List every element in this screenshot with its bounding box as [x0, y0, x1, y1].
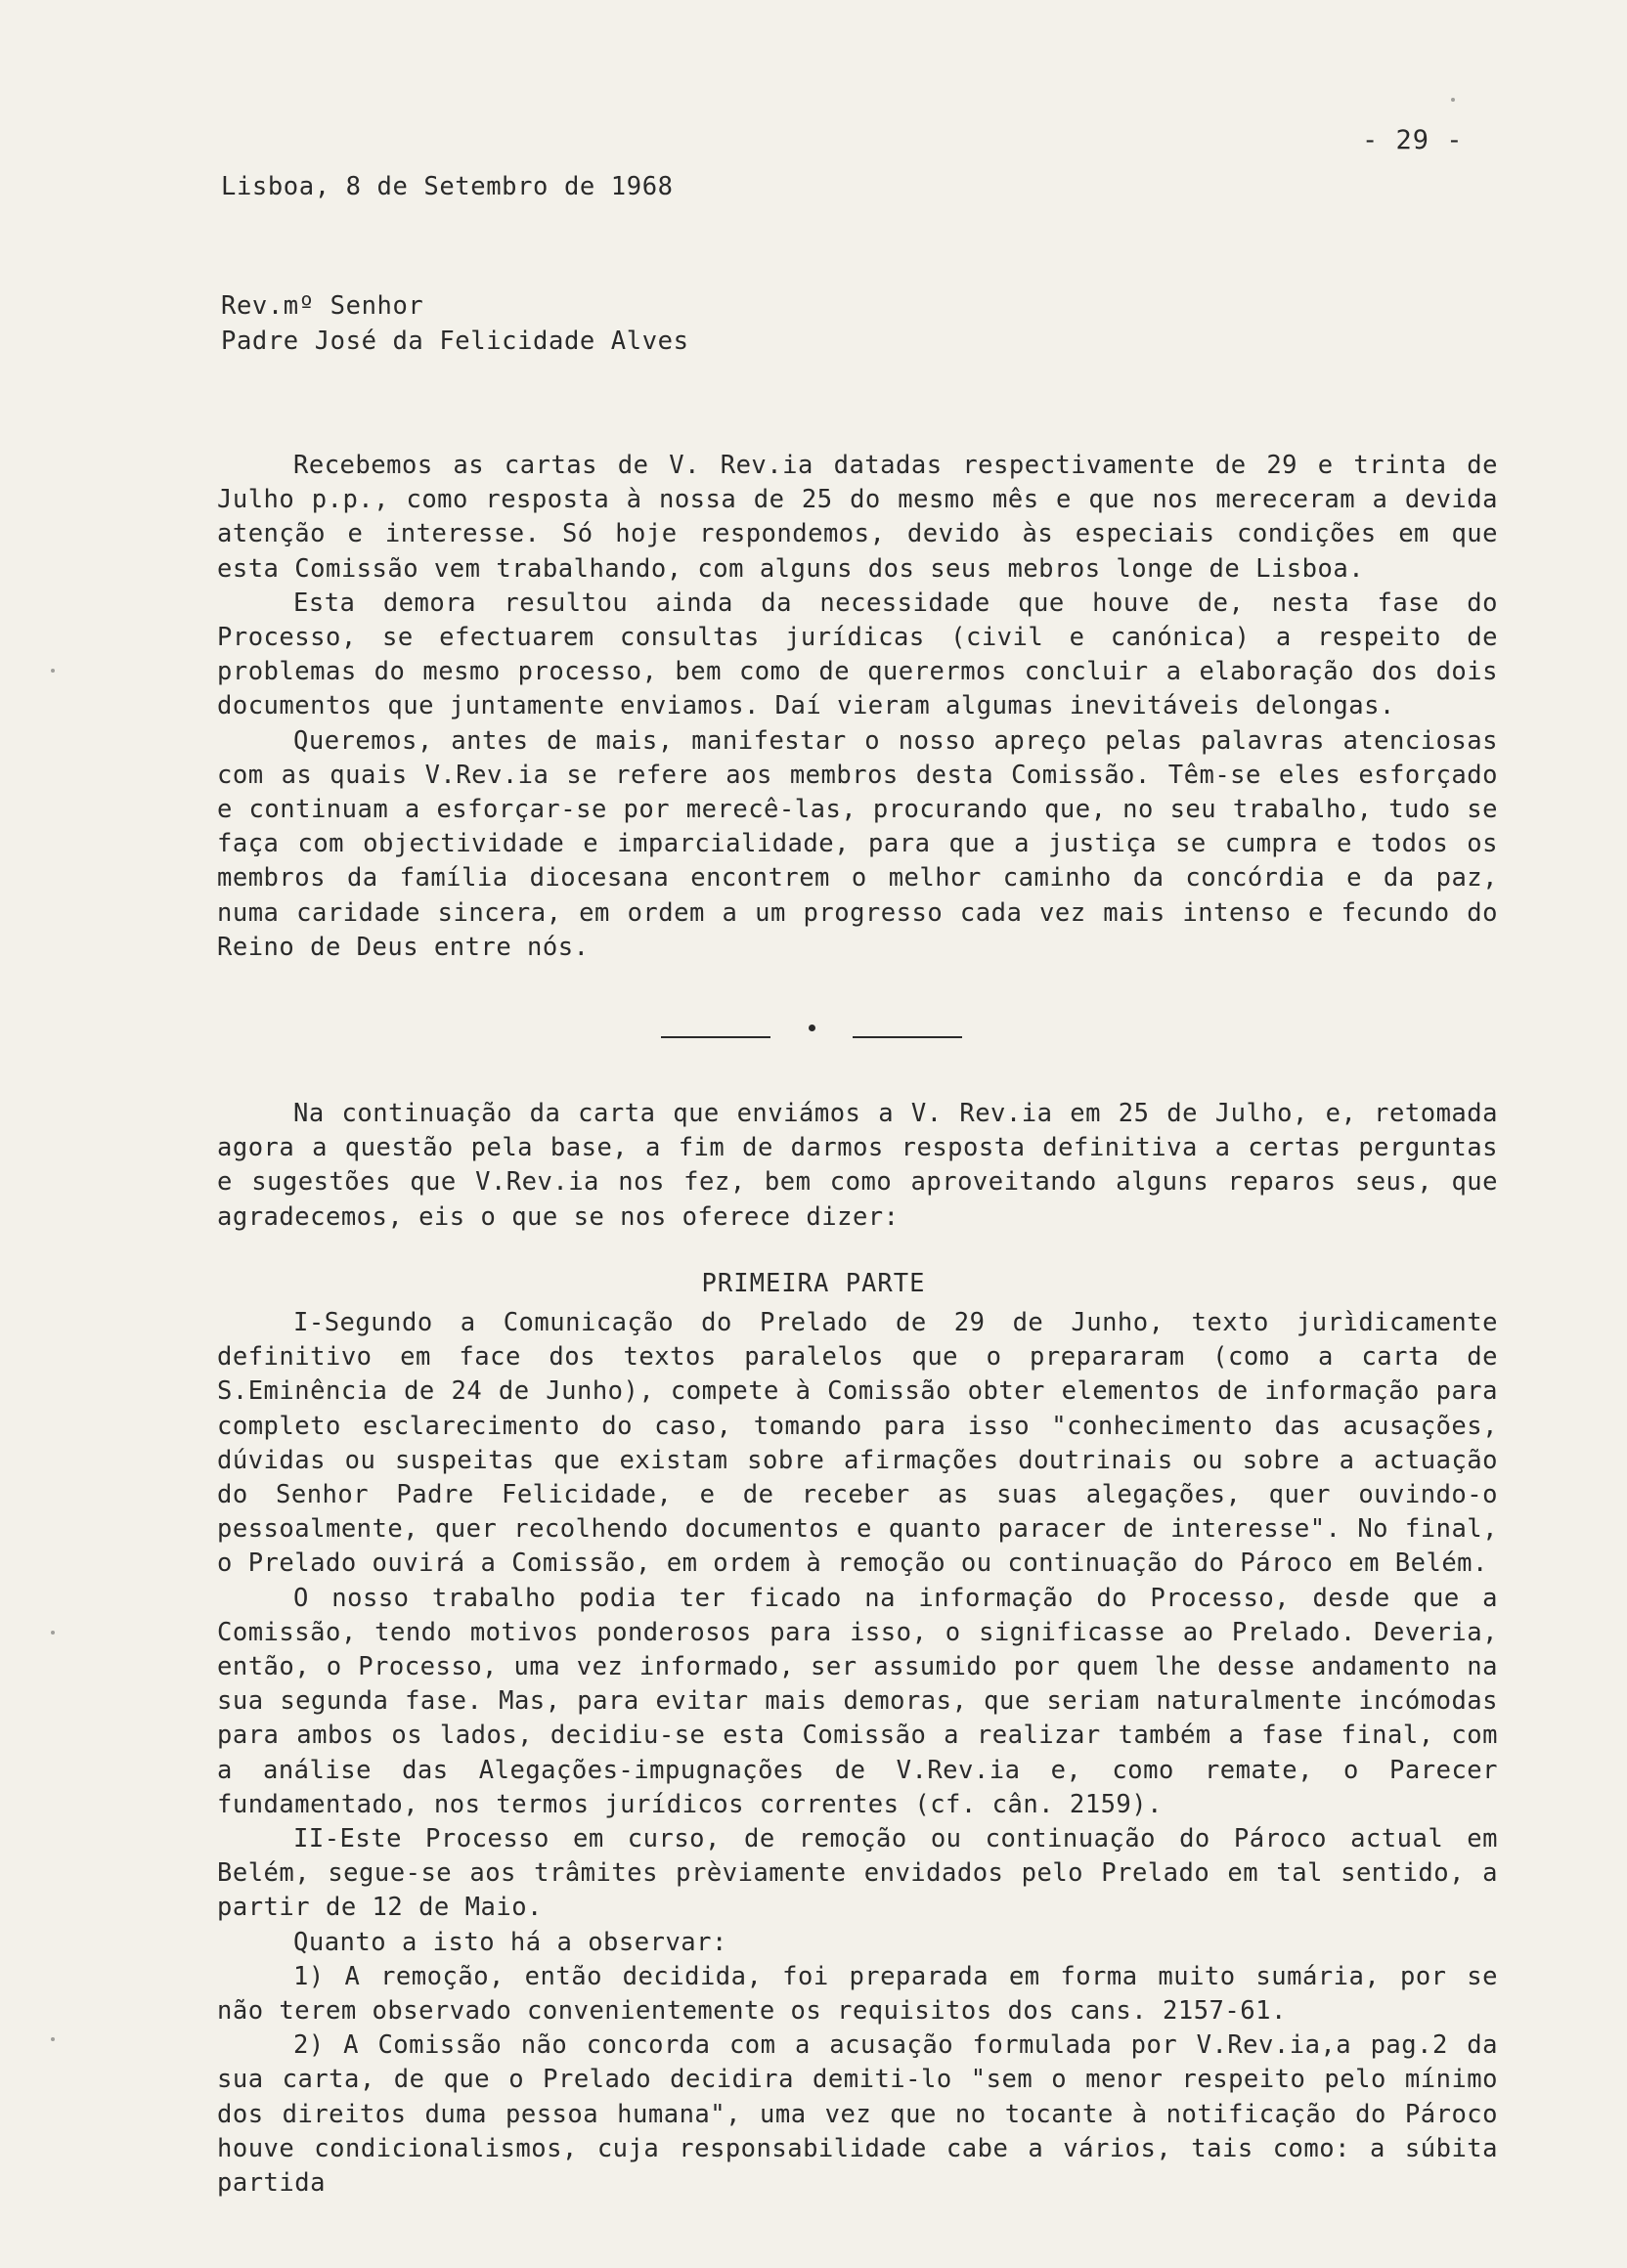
paragraph: Recebemos as cartas de V. Rev.ia datadas respectivamente de 29 e trinta de Julho p.p., como resposta à nossa de 25 do mesmo mês e que nos mereceram a devida atenção e interesse. Só hoje respondemos, devido às especiais condições em que esta Comissão vem trabalhando, com alguns dos seus mebros longe de Lisboa. [217, 451, 1498, 584]
addressee-name: Padre José da Felicidade Alves [221, 327, 689, 356]
paper-speck [1451, 98, 1455, 102]
section-title: PRIMEIRA PARTE [701, 1269, 926, 1298]
addressee-salutation: Rev.mº Senhor [221, 291, 424, 321]
separator-dot [809, 1025, 815, 1031]
place-date: Lisboa, 8 de Setembro de 1968 [221, 172, 674, 201]
list-item: 1) A remoção, então decidida, foi preparada em forma muito sumária, por se não terem observado convenientemente os requisitos dos cans. 2157-61. [217, 1961, 1498, 2027]
separator-line [661, 1036, 770, 1038]
paper-speck [51, 2037, 55, 2041]
paragraph: II-Este Processo em curso, de remoção ou continuação do Pároco actual em Belém, segue-se aos trâmites prèviamente envidados pelo Prelado em tal sentido, a partir de 12 de Maio. [217, 1824, 1498, 1923]
paragraph: Na continuação da carta que enviámos a V. Rev.ia em 25 de Julho, e, retomada agora a questão pela base, a fim de darmos resposta definitiva a certas perguntas e sugestões que V.Rev.ia nos fez, bem como aproveitando alguns reparos seus, que agradecemos, eis o que se nos oferece dizer: [217, 1099, 1498, 1232]
paper-speck [51, 1631, 55, 1635]
paragraph: Esta demora resultou ainda da necessidade que houve de, nesta fase do Processo, se efectuarem consultas jurídicas (civil e canónica) a respeito de problemas do mesmo processo, bem como de querermos concluir a elaboração dos dois documentos que juntamente enviamos. Daí vieram algumas inevitáveis delongas. [217, 588, 1498, 721]
paper-speck [51, 669, 55, 673]
paragraph: Queremos, antes de mais, manifestar o nosso apreço pelas palavras atenciosas com as quais V.Rev.ia se refere aos membros desta Comissão. Têm-se eles esforçado e continuam a esforçar-se por merecê-las, procurando que, no seu trabalho, tudo se faça com objectividade e imparcialidade, para que a justiça se cumpra e todos os membros da família diocesana encontrem o melhor caminho da concórdia e da paz, numa caridade sincera, em ordem a um progresso cada vez mais intenso e fecundo do Reino de Deus entre nós. [217, 725, 1498, 962]
section-separator [661, 1025, 964, 1044]
paragraph: I-Segundo a Comunicação do Prelado de 29 de Junho, texto jurìdicamente definitivo em face dos textos paralelos que o prepararam (como a carta de S.Eminência de 24 de Junho), compete à Comissão obter elementos de informação para completo esclarecimento do caso, tomando para isso "conhecimento das acusações, dúvidas ou suspeitas que existam sobre afirmações doutrinais ou sobre a actuação do Senhor Padre Felicidade, e de receber as suas alegações, quer ouvindo-o pessoalmente, quer recolhendo documentos e quanto paracer de interesse". No final, o Prelado ouvirá a Comissão, em ordem à remoção ou continuação do Pároco em Belém. [217, 1308, 1498, 1579]
continuation-section [217, 1097, 1498, 1235]
paragraph: Quanto a isto há a observar: [293, 1927, 727, 1957]
list-item: 2) A Comissão não concorda com a acusação formulada por V.Rev.ia,a pag.2 da sua carta, de que o Prelado decidira demiti-lo "sem o menor respeito pelo mínimo dos direitos duma pessoa humana", uma vez que no tocante à notificação do Pároco houve condicionalismos, cuja responsabilidade cabe a vários, tais como: a súbita partida [217, 2030, 1498, 2199]
intro-section [217, 449, 1498, 965]
paragraph: O nosso trabalho podia ter ficado na informação do Processo, desde que a Comissão, tendo motivos ponderosos para isso, o significasse ao Prelado. Deveria, então, o Processo, uma vez informado, ser assumido por quem lhe desse andamento na sua segunda fase. Mas, para evitar mais demoras, que seriam naturalmente incómodas para ambos os lados, decidiu-se esta Comissão a realizar também a fase final, com a análise das Alegações-impugnações de V.Rev.ia e, como remate, o Parecer fundamentado, nos termos jurídicos correntes (cf. cân. 2159). [217, 1583, 1498, 1819]
page-number: - 29 - [1362, 125, 1464, 155]
separator-line [853, 1036, 962, 1038]
first-part-section [217, 1306, 1498, 2201]
